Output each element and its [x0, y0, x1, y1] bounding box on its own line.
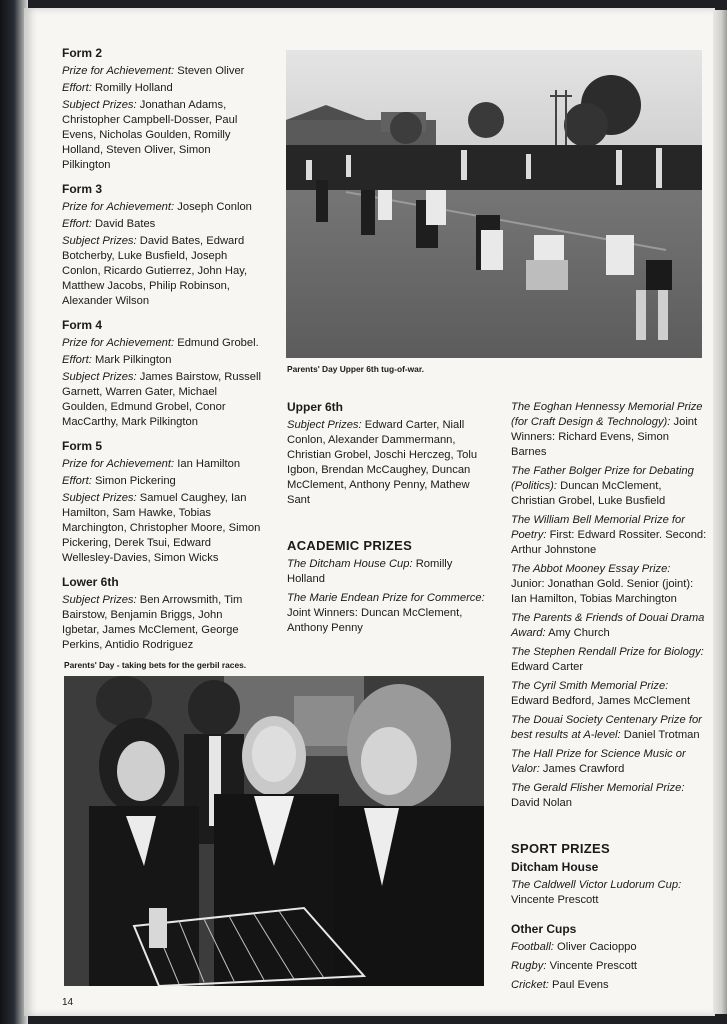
- upper6-section: [287, 400, 487, 508]
- form3-section: [62, 182, 262, 309]
- form4-achievement: Prize for Achievement: Edmund Grobel.: [62, 337, 259, 349]
- prize-entry: The Gerald Flisher Memorial Prize: David Nolan: [511, 782, 685, 809]
- cup-entry: Rugby: Vincente Prescott: [511, 960, 638, 972]
- prize-entry: The Father Bolger Prize for Debating (Politics): Duncan McClement, Christian Grobel, Luke Busfield: [511, 465, 694, 507]
- page-number: 14: [62, 997, 74, 1008]
- form2-section: [62, 46, 262, 173]
- sport-prizes-section: [511, 841, 707, 993]
- tug-of-war-photo: [286, 50, 702, 358]
- gerbil-races-image: [64, 676, 484, 986]
- prize-entry: The Parents & Friends of Douai Drama Award: Amy Church: [511, 612, 705, 639]
- left-column: [62, 46, 262, 662]
- prize-entry: The Cyril Smith Memorial Prize: Edward Bedford, James McClement: [511, 680, 691, 707]
- prize-entry: The Caldwell Victor Ludorum Cup: Vincente Prescott: [511, 879, 682, 906]
- prize-entry: The Douai Society Centenary Prize for best results at A-level: Daniel Trotman: [511, 714, 702, 741]
- lower6-section: [62, 575, 262, 653]
- form2-effort: Effort: Romilly Holland: [62, 82, 173, 94]
- form2-achievement: Prize for Achievement: Steven Oliver: [62, 65, 245, 77]
- upper6-subject-prizes: Subject Prizes: Edward Carter, Niall Conlon, Alexander Dammermann, Christian Grobel, Joschi Herczeg, Tolu Igbon, Brendan McCaughey, Duncan McClement, Anthony Penny, Mathew Sant: [287, 419, 478, 506]
- form4-effort: Effort: Mark Pilkington: [62, 354, 172, 366]
- prize-entry: The Hall Prize for Science Music or Valor: James Crawford: [511, 748, 686, 775]
- middle-column: [287, 400, 487, 645]
- other-cups-heading: Other Cups: [511, 922, 577, 936]
- form5-heading: Form 5: [62, 439, 103, 453]
- lower6-subject-prizes: Subject Prizes: Ben Arrowsmith, Tim Bairstow, Benjamin Briggs, John Igbetar, James McClement, George Perkins, Antidio Rodriguez: [62, 594, 243, 651]
- page-edge: [713, 10, 727, 1014]
- form5-effort: Effort: Simon Pickering: [62, 475, 176, 487]
- tug-of-war-caption: Parents' Day Upper 6th tug-of-war.: [287, 364, 424, 374]
- lower6-heading: Lower 6th: [62, 575, 119, 589]
- tug-of-war-image: [286, 50, 702, 358]
- prize-entry: The Stephen Rendall Prize for Biology: Edward Carter: [511, 646, 704, 673]
- form4-section: [62, 318, 262, 430]
- academic-prizes-heading: ACADEMIC PRIZES: [287, 538, 413, 553]
- form5-achievement: Prize for Achievement: Ian Hamilton: [62, 458, 241, 470]
- prize-entry: The Marie Endean Prize for Commerce: Joint Winners: Duncan McClement, Anthony Penny: [287, 592, 485, 634]
- prize-entry: The William Bell Memorial Prize for Poetry: First: Edward Rossiter. Second: Arthur Johnstone: [511, 514, 707, 556]
- cup-entry: Cricket: Paul Evens: [511, 979, 609, 991]
- prize-entry: The Eoghan Hennessy Memorial Prize (for Craft Design & Technology): Joint Winners: Richard Evens, Simon Barnes: [511, 401, 703, 458]
- cup-entry: Football: Oliver Cacioppo: [511, 941, 637, 953]
- form5-section: [62, 439, 262, 566]
- form3-effort: Effort: David Bates: [62, 218, 156, 230]
- sport-prizes-heading: SPORT PRIZES: [511, 841, 610, 856]
- prize-entry: The Abbot Mooney Essay Prize: Junior: Jonathan Gold. Senior (joint): Ian Hamilton, Tobias Marchington: [511, 563, 694, 605]
- form2-subject-prizes: Subject Prizes: Jonathan Adams, Christopher Campbell-Dosser, Paul Evens, Nicholas Goulden, Romilly Holland, Steven Oliver, Simon Pilkington: [62, 99, 238, 171]
- right-column: [511, 400, 707, 997]
- form3-subject-prizes: Subject Prizes: David Bates, Edward Botcherby, Luke Busfield, Joseph Conlon, Ricardo Gutierrez, John Hay, Matthew Jacobs, Philip Robinson, Alexander Wilson: [62, 235, 248, 307]
- form2-heading: Form 2: [62, 46, 103, 60]
- gerbil-races-photo: [64, 676, 484, 986]
- prize-entry: The Ditcham House Cup: Romilly Holland: [287, 558, 453, 585]
- academic-prizes-section: [287, 538, 487, 636]
- form5-subject-prizes: Subject Prizes: Samuel Caughey, Ian Hamilton, Sam Hawke, Tobias Marchington, Christopher Moore, Simon Pickering, Derek Tsui, Edward Wellesley-Davies, Simon Wicks: [62, 492, 261, 564]
- upper6-heading: Upper 6th: [287, 400, 344, 414]
- ditcham-house-heading: Ditcham House: [511, 860, 599, 874]
- form3-heading: Form 3: [62, 182, 103, 196]
- gerbil-races-caption: Parents' Day - taking bets for the gerbil races.: [64, 660, 247, 670]
- form4-subject-prizes: Subject Prizes: James Bairstow, Russell Garnett, Warren Gater, Michael Goulden, Edmund Grobel, Conor MacCarthy, Mark Pilkington: [62, 371, 261, 428]
- form4-heading: Form 4: [62, 318, 103, 332]
- form3-achievement: Prize for Achievement: Joseph Conlon: [62, 201, 252, 213]
